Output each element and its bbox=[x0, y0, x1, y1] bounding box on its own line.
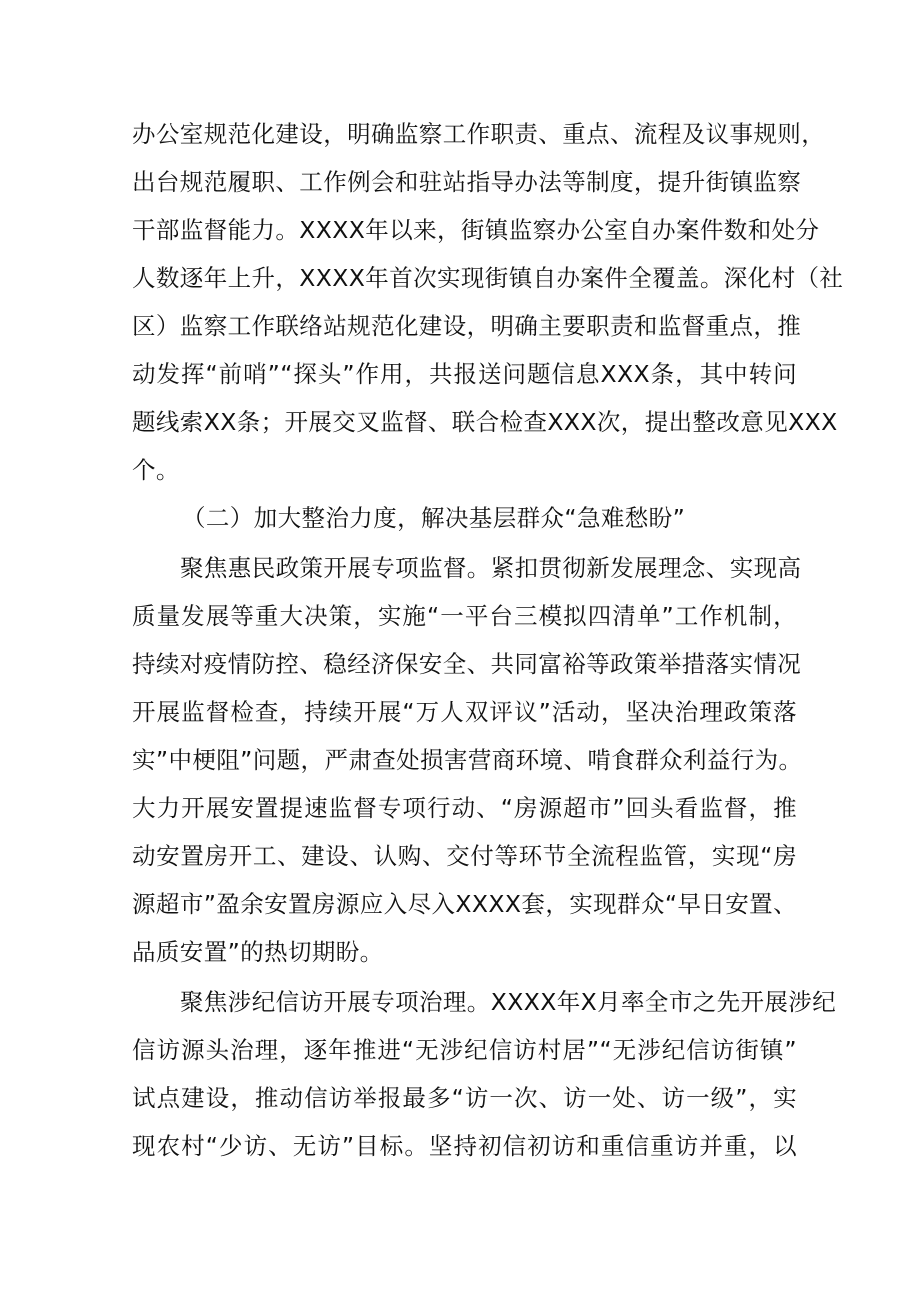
paragraph-line: 动安置房开工、建设、认购、交付等环节全流程监管，实现“房 bbox=[132, 842, 797, 870]
paragraph-line: 人数逐年上升，XXXX年首次实现街镇自办案件全覆盖。深化村（社 bbox=[132, 264, 844, 292]
paragraph-line: 信访源头治理，逐年推进“无涉纪信访村居”“无涉纪信访街镇” bbox=[132, 1036, 797, 1064]
section-heading: （二）加大整治力度，解决基层群众“急难愁盼” bbox=[182, 504, 686, 532]
paragraph-line: 聚焦惠民政策开展专项监督。紧扣贯彻新发展理念、实现高 bbox=[180, 554, 802, 582]
paragraph-line: 办公室规范化建设，明确监察工作职责、重点、流程及议事规则， bbox=[132, 120, 826, 148]
paragraph-line: 源超市”盈余安置房源应入尽入XXXX套，实现群众“早日安置、 bbox=[132, 890, 797, 918]
paragraph-line: 实”中梗阻”问题，严肃查处损害营商环境、啃食群众利益行为。 bbox=[132, 746, 803, 774]
paragraph-line: 聚焦涉纪信访开展专项治理。XXXX年X月率全市之先开展涉纪 bbox=[180, 988, 837, 1016]
paragraph-line: 区）监察工作联络站规范化建设，明确主要职责和监督重点，推 bbox=[132, 312, 802, 340]
paragraph-line: 品质安置”的热切期盼。 bbox=[132, 938, 384, 966]
paragraph-line: 试点建设，推动信访举报最多“访一次、访一处、访一级”，实 bbox=[132, 1084, 797, 1112]
paragraph-line: 大力开展安置提速监督专项行动、“房源超市”回头看监督，推 bbox=[132, 794, 797, 822]
paragraph-line: 质量发展等重大决策，实施“一平台三模拟四清单”工作机制， bbox=[132, 602, 797, 630]
paragraph-line: 开展监督检查，持续开展“万人双评议”活动，坚决治理政策落 bbox=[132, 698, 797, 726]
paragraph-line: 个。 bbox=[132, 456, 180, 484]
paragraph-line: 现农村“少访、无访”目标。坚持初信初访和重信重访并重，以 bbox=[132, 1132, 797, 1160]
paragraph-line: 动发挥“前哨”“探头”作用，共报送问题信息XXX条，其中转问 bbox=[132, 360, 797, 388]
paragraph-line: 干部监督能力。XXXX年以来，街镇监察办公室自办案件数和处分 bbox=[132, 216, 820, 244]
paragraph-line: 出台规范履职、工作例会和驻站指导办法等制度，提升街镇监察 bbox=[132, 168, 802, 196]
paragraph-line: 题线索XX条；开展交叉监督、联合检查XXX次，提出整改意见XXX bbox=[132, 408, 838, 436]
paragraph-line: 持续对疫情防控、稳经济保安全、共同富裕等政策举措落实情况 bbox=[132, 650, 802, 678]
